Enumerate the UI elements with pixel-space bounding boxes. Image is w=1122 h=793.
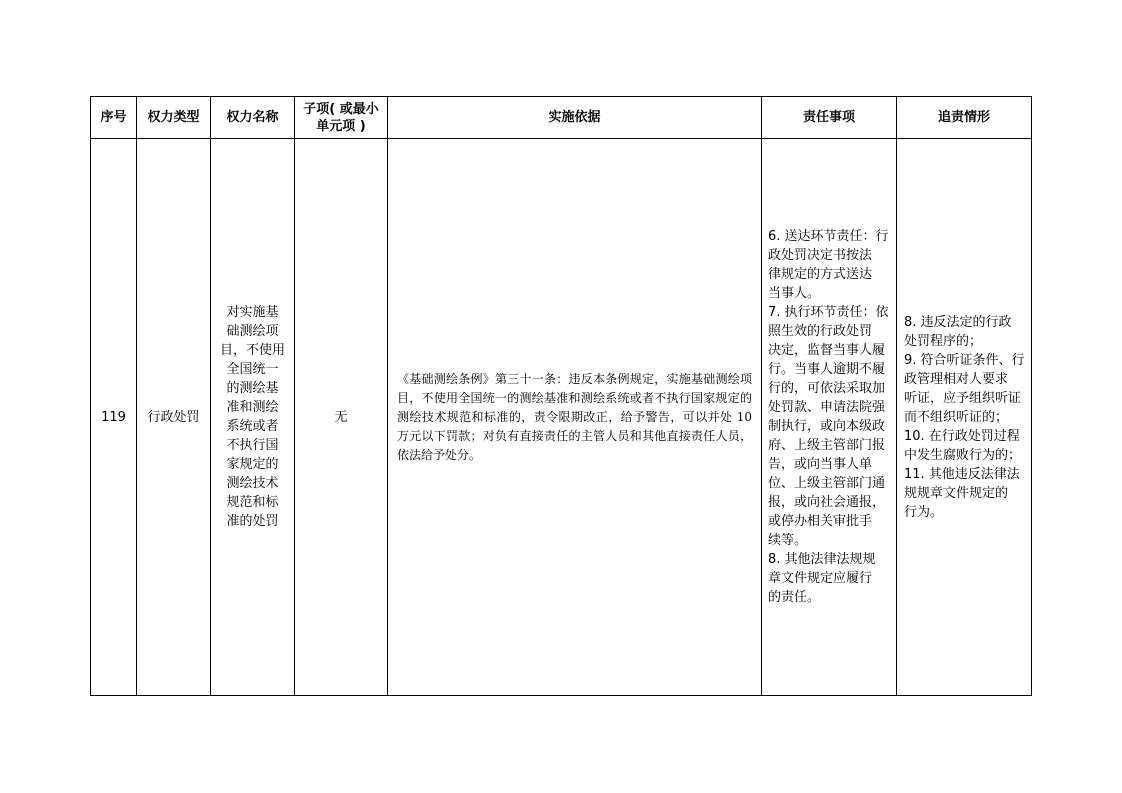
cell-basis [388, 139, 762, 696]
table-row [91, 139, 1032, 696]
basis-text: 《基础测绘条例》第三十一条：违反本条例规定，实施基础测绘项目，不使用全国统一的测绘基准和测绘系统或者不执行国家规定的测绘技术规范和标准的，责令限期改正，给予警告，可以并处 10 万元以下罚款；对负有直接责任的主管人员和其他直接责任人员，依法给予处分。 [397, 371, 752, 462]
cell-power-type [137, 139, 211, 696]
power-list-table [90, 96, 1032, 696]
header-responsibility: 责任事项 [762, 97, 897, 139]
cell-power-name [211, 139, 295, 696]
responsibility-text: 6. 送达环节责任：行 政处罚决定书按法 律规定的方式送达 当事人。 7. 执行环节责任：依 照生效的行政处罚 决定，监督当事人履 行。当事人逾期不履 行的，可依法采取加 处罚款、申请法院强 制执行，或向本级政 府、上级主管部门报 告，或向当事人单 位、上级主管部门通 报，或向社会通报， 或停办相关审批手 续等。 8. 其他法律法规规 章文件规定应履行 的责任。 [768, 229, 889, 605]
cell-seq [91, 139, 137, 696]
header-basis: 实施依据 [388, 97, 762, 139]
table-header [91, 97, 1032, 139]
header-sub-item: 子项( 或最小 单元项 ) [295, 97, 388, 139]
cell-accountability [897, 139, 1032, 696]
header-seq: 序号 [91, 97, 137, 139]
sub-item-text: 无 [334, 409, 348, 425]
accountability-text: 8. 违反法定的行政 处罚程序的； 9. 符合听证条件、行 政管理相对人要求 听证，应予组织听证 而不组织听证的； 10. 在行政处罚过程 中发生腐败行为的； 11. 其他违反法律法 规规章文件规定的 行为。 [904, 314, 1025, 520]
power-name-text: 对实施基 础测绘项 目，不使用 全国统一 的测绘基 准和测绘 系统或者 不执行国 家规定的 测绘技术 规范和标 准的处罚 [219, 305, 285, 529]
header-row [91, 97, 1032, 139]
cell-responsibility [762, 139, 897, 696]
header-accountability: 追责情形 [897, 97, 1032, 139]
power-type-text: 行政处罚 [147, 409, 200, 425]
cell-sub-item [295, 139, 388, 696]
seq-text: 119 [101, 409, 126, 425]
header-power-name: 权力名称 [211, 97, 295, 139]
header-power-type: 权力类型 [137, 97, 211, 139]
